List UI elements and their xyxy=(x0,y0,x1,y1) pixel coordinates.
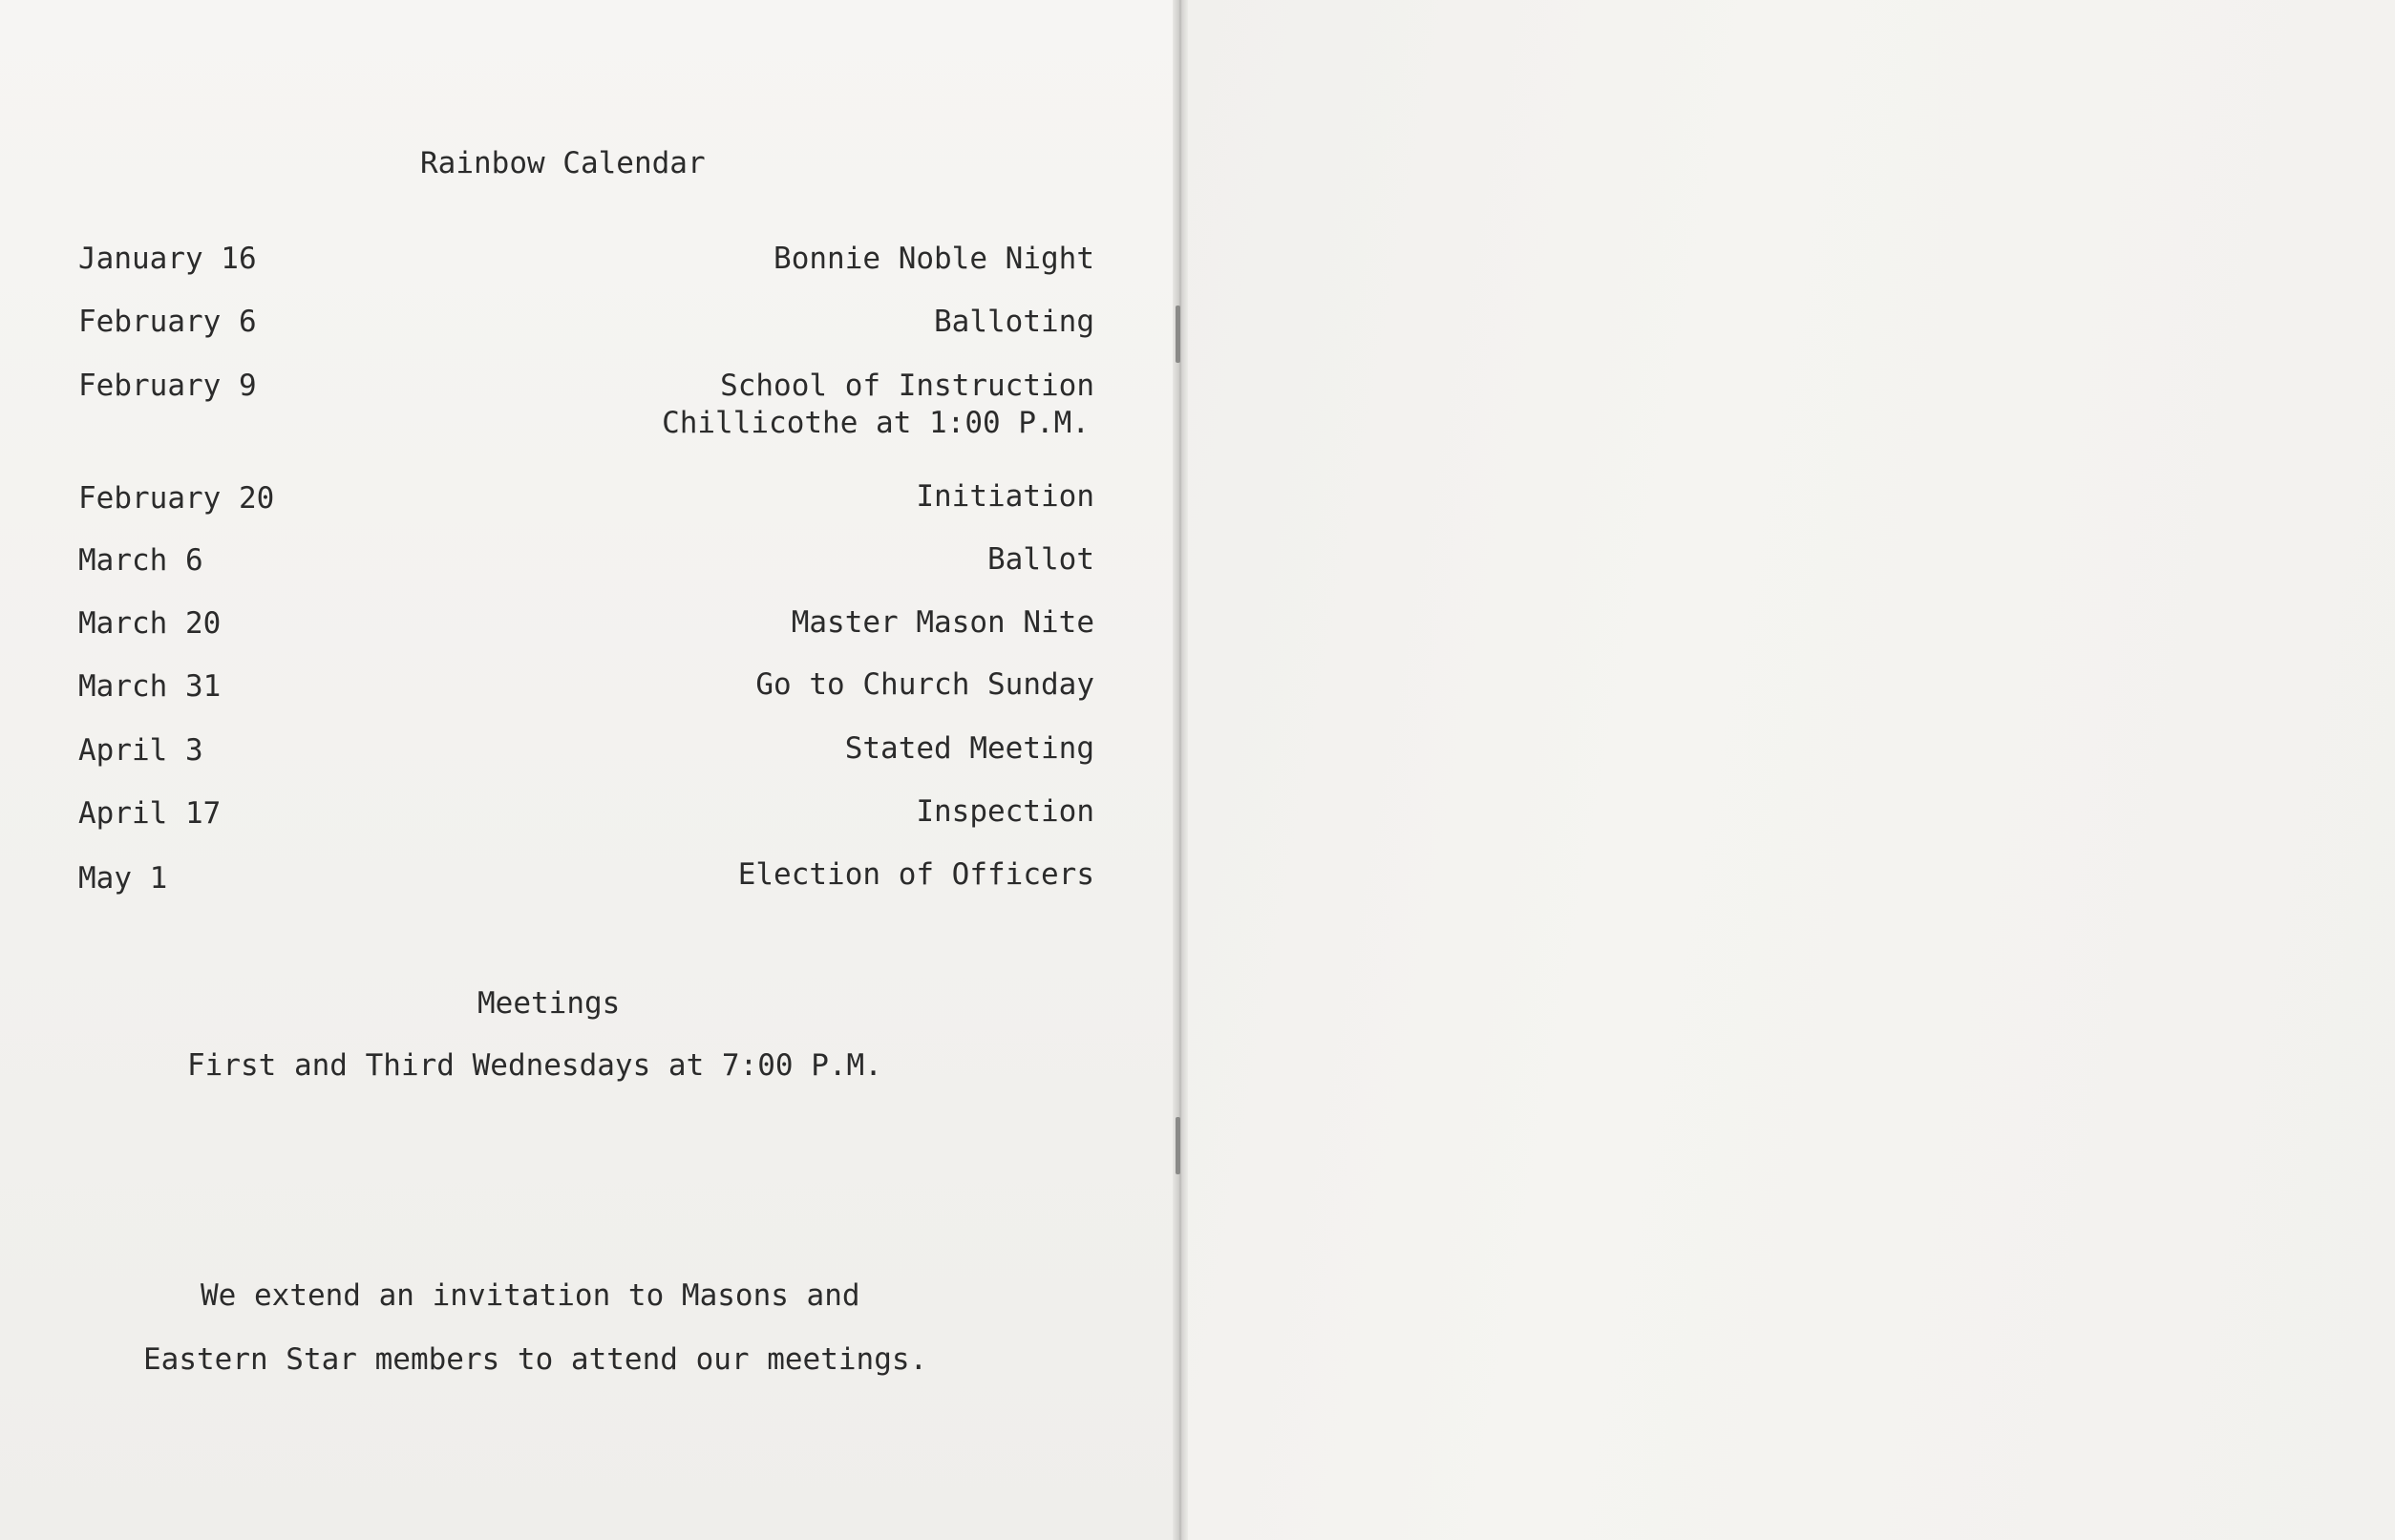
calendar-event: Ballot xyxy=(987,542,1094,577)
staple xyxy=(1176,306,1180,363)
calendar-event: Bonnie Noble Night xyxy=(774,242,1094,276)
right-page xyxy=(1184,0,2395,1540)
calendar-date: February 9 xyxy=(78,369,257,403)
calendar-event: Master Mason Nite xyxy=(791,605,1094,640)
calendar-date: May 1 xyxy=(78,861,168,896)
meetings-heading: Meetings xyxy=(477,986,621,1021)
calendar-event: Go to Church Sunday xyxy=(755,667,1094,702)
calendar-date: April 3 xyxy=(78,733,203,768)
calendar-date: January 16 xyxy=(78,242,257,276)
calendar-event: Inspection xyxy=(916,794,1094,829)
calendar-event-detail: Chillicothe at 1:00 P.M. xyxy=(662,406,1090,440)
staple xyxy=(1176,1117,1180,1174)
calendar-date: March 31 xyxy=(78,669,222,704)
calendar-event: Initiation xyxy=(916,479,1094,514)
invitation-line: Eastern Star members to attend our meetings. xyxy=(143,1342,928,1377)
invitation-line: We extend an invitation to Masons and xyxy=(201,1278,860,1313)
calendar-event: School of Instruction xyxy=(720,369,1094,403)
calendar-date: April 17 xyxy=(78,796,222,831)
meetings-schedule: First and Third Wednesdays at 7:00 P.M. xyxy=(187,1048,882,1083)
calendar-event: Stated Meeting xyxy=(844,731,1094,766)
booklet-fold xyxy=(1173,0,1188,1540)
calendar-event: Election of Officers xyxy=(737,857,1094,892)
calendar-date: February 6 xyxy=(78,305,257,339)
calendar-date: March 6 xyxy=(78,543,203,578)
calendar-title: Rainbow Calendar xyxy=(420,146,706,180)
calendar-date: February 20 xyxy=(78,481,275,516)
calendar-event: Balloting xyxy=(934,305,1094,339)
calendar-date: March 20 xyxy=(78,606,222,641)
